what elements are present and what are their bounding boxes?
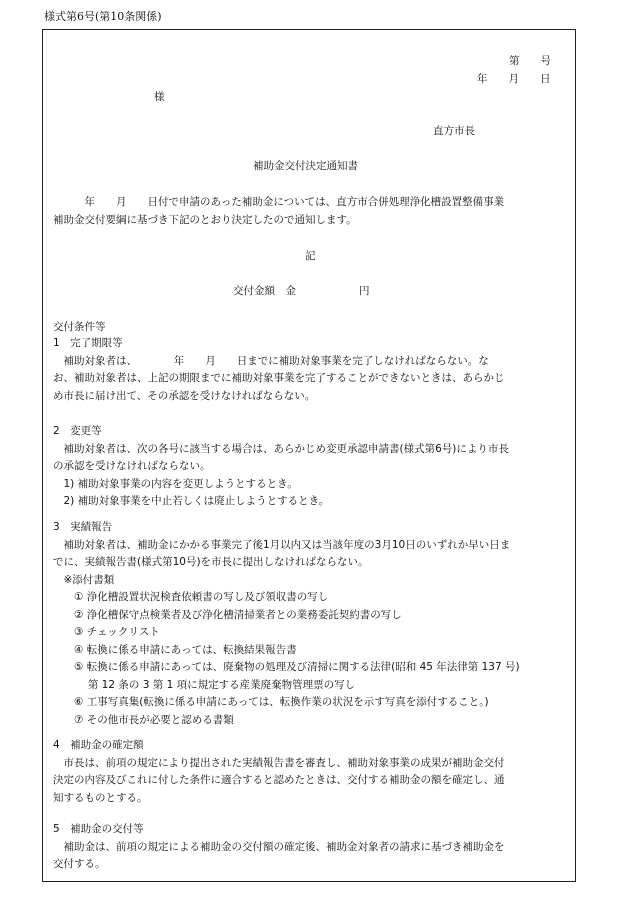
attachment-item: ⑤ 転換に係る申請にあっては、廃棄物の処理及び清掃に関する法律(昭和 45 年法律第 137 号)	[53, 661, 520, 673]
attachment-item: ② 浄化槽保守点検業者及び浄化槽清掃業者との業務委託契約書の写し	[53, 608, 402, 621]
section-line: 補助対象者は、補助金にかかる事業完了後1月以内又は当該年度の3月10日のいずれか早い日ま	[53, 538, 511, 551]
attachment-item: ④ 転換に係る申請にあっては、転換結果報告書	[53, 643, 297, 656]
section-performance-report	[53, 519, 520, 729]
section-heading: 2 変更等	[53, 425, 102, 437]
attachment-item: ① 浄化槽設置状況検査依頼書の写し及び領収書の写し	[53, 591, 329, 603]
section-line: 市長は、前項の規定により提出された実績報告書を審査し、補助対象事業の成果が補助金交付	[53, 756, 505, 769]
section-final-amount	[53, 737, 505, 807]
attachment-item: ③ チェックリスト	[53, 626, 160, 638]
section-line: め市長に届け出て、その承認を受けなければならない。	[53, 389, 316, 402]
issuer-name: 直方市長	[433, 125, 475, 137]
attachments-label: ※添付書類	[53, 573, 115, 586]
section-line: 交付する。	[53, 858, 106, 870]
attachment-item-continued: 第 12 条の 3 第 1 項に規定する産業廃棄物管理票の写し	[53, 678, 356, 691]
section-line: 補助金は、前項の規定による補助金の交付額の確定後、補助金対象者の請求に基づき補助金を	[53, 840, 505, 853]
section-line: の承認を受けなければならない。	[53, 460, 211, 472]
intro-paragraph	[53, 194, 504, 229]
ki-label: 記	[305, 250, 316, 262]
section-line: 1) 補助対象事業の内容を変更しようとするとき。	[53, 477, 298, 490]
date-line: 年 月 日	[477, 73, 551, 85]
section-line: でに、実績報告書(様式第10号)を市長に提出しなければならない。	[53, 556, 369, 568]
section-line: 決定の内容及びこれに付した条件に適合すると認めたときは、交付する補助金の額を確定し、通	[53, 774, 505, 786]
addressee-line: 様	[154, 91, 165, 103]
section-completion-deadline	[53, 335, 505, 405]
document-frame	[42, 29, 576, 882]
section-heading: 3 実績報告	[53, 521, 113, 533]
conditions-heading: 交付条件等	[53, 321, 106, 333]
section-line: 補助対象者は、次の各号に該当する場合は、あらかじめ変更承認申請書(様式第6号)により市長	[53, 442, 509, 455]
form-number-label: 様式第6号(第10条関係)	[44, 10, 162, 23]
section-payment	[53, 821, 505, 874]
section-changes	[53, 423, 509, 511]
section-line: 知するものとする。	[53, 791, 148, 804]
attachment-item: ⑥ 工事写真集(転換に係る申請にあっては、転換作業の状況を示す写真を添付すること。)	[53, 696, 489, 708]
document-number-line: 第 号	[509, 55, 551, 67]
section-heading: 1 完了期限等	[53, 337, 123, 349]
attachment-item: ⑦ その他市長が必要と認める書類	[53, 713, 234, 726]
section-line: 補助対象者は、 年 月 日までに補助対象事業を完了しなければならない。な	[53, 354, 489, 367]
section-line: 2) 補助対象事業を中止若しくは廃止しようとするとき。	[53, 495, 330, 507]
section-heading: 5 補助金の交付等	[53, 823, 144, 835]
intro-line-2: 補助金交付要綱に基づき下記のとおり決定したので通知します。	[53, 213, 357, 226]
section-line: お、補助対象者は、上記の期限までに補助対象事業を完了することができないときは、あらかじ	[53, 372, 505, 384]
intro-line-1: 年 月 日付で申請のあった補助金については、直方市合併処理浄化槽設置整備事業	[53, 196, 505, 208]
section-heading: 4 補助金の確定額	[53, 739, 144, 751]
document-title: 補助金交付決定通知書	[253, 160, 358, 172]
grant-amount-line: 交付金額 金 円	[233, 285, 370, 297]
